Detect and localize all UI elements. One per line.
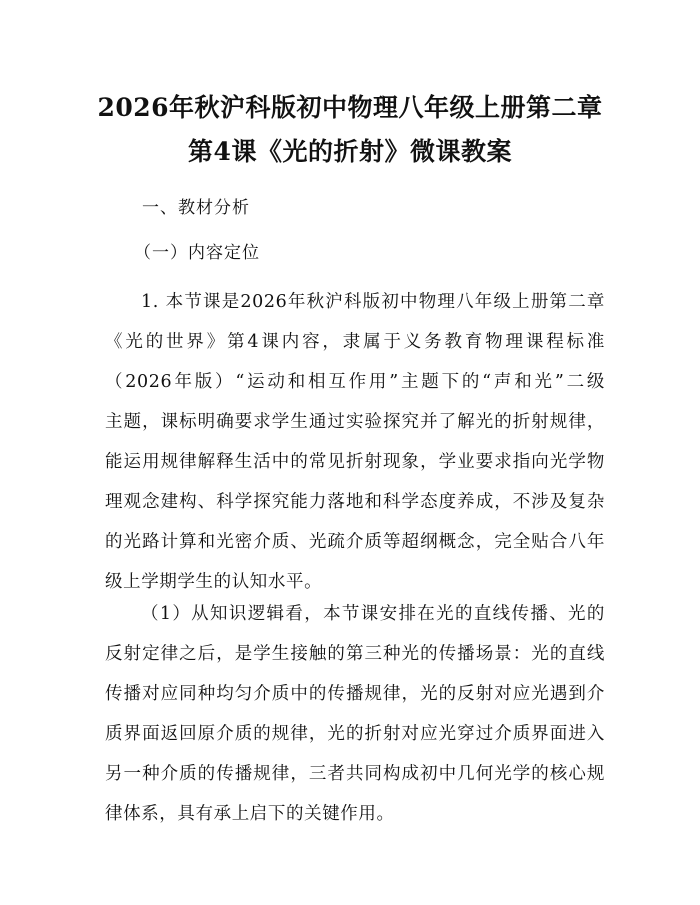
paragraph-line: 的光路计算和光密介质、光疏介质等超纲概念，完全贴合八年 [105, 532, 605, 552]
paragraph-line: 《光的世界》第4课内容，隶属于义务教育物理课程标准 [105, 332, 605, 352]
paragraph-line: （2026年版）“运动和相互作用”主题下的“声和光”二级 [105, 372, 605, 392]
paragraph-line: 传播对应同种均匀介质中的传播规律，光的反射对应光遇到介 [105, 684, 605, 704]
document-title-line-2: 第4课《光的折射》微课教案 [188, 137, 512, 166]
paragraph-line: 级上学期学生的认知水平。 [105, 572, 323, 592]
paragraph-line: 律体系，具有承上启下的关键作用。 [105, 804, 395, 824]
paragraph-line: 主题，课标明确要求学生通过实验探究并了解光的折射规律， [105, 412, 605, 432]
paragraph-line: 反射定律之后，是学生接触的第三种光的传播场景：光的直线 [105, 644, 605, 664]
paragraph-line: 能运用规律解释生活中的常见折射现象，学业要求指向光学物 [105, 452, 605, 472]
paragraph-line: （1）从知识逻辑看，本节课安排在光的直线传播、光的 [141, 604, 605, 624]
section-heading: 一、教材分析 [142, 198, 250, 218]
paragraph-line: 理观念建构、科学探究能力落地和科学态度养成，不涉及复杂 [105, 492, 605, 512]
paragraph-line: 1. 本节课是2026年秋沪科版初中物理八年级上册第二章 [141, 292, 605, 312]
paragraph-line: 另一种介质的传播规律，三者共同构成初中几何光学的核心规 [105, 764, 605, 784]
document-title-line-1: 2026年秋沪科版初中物理八年级上册第二章 [97, 93, 603, 122]
subsection-heading: （一）内容定位 [134, 243, 260, 263]
paragraph-line: 质界面返回原介质的规律，光的折射对应光穿过介质界面进入 [105, 724, 605, 744]
